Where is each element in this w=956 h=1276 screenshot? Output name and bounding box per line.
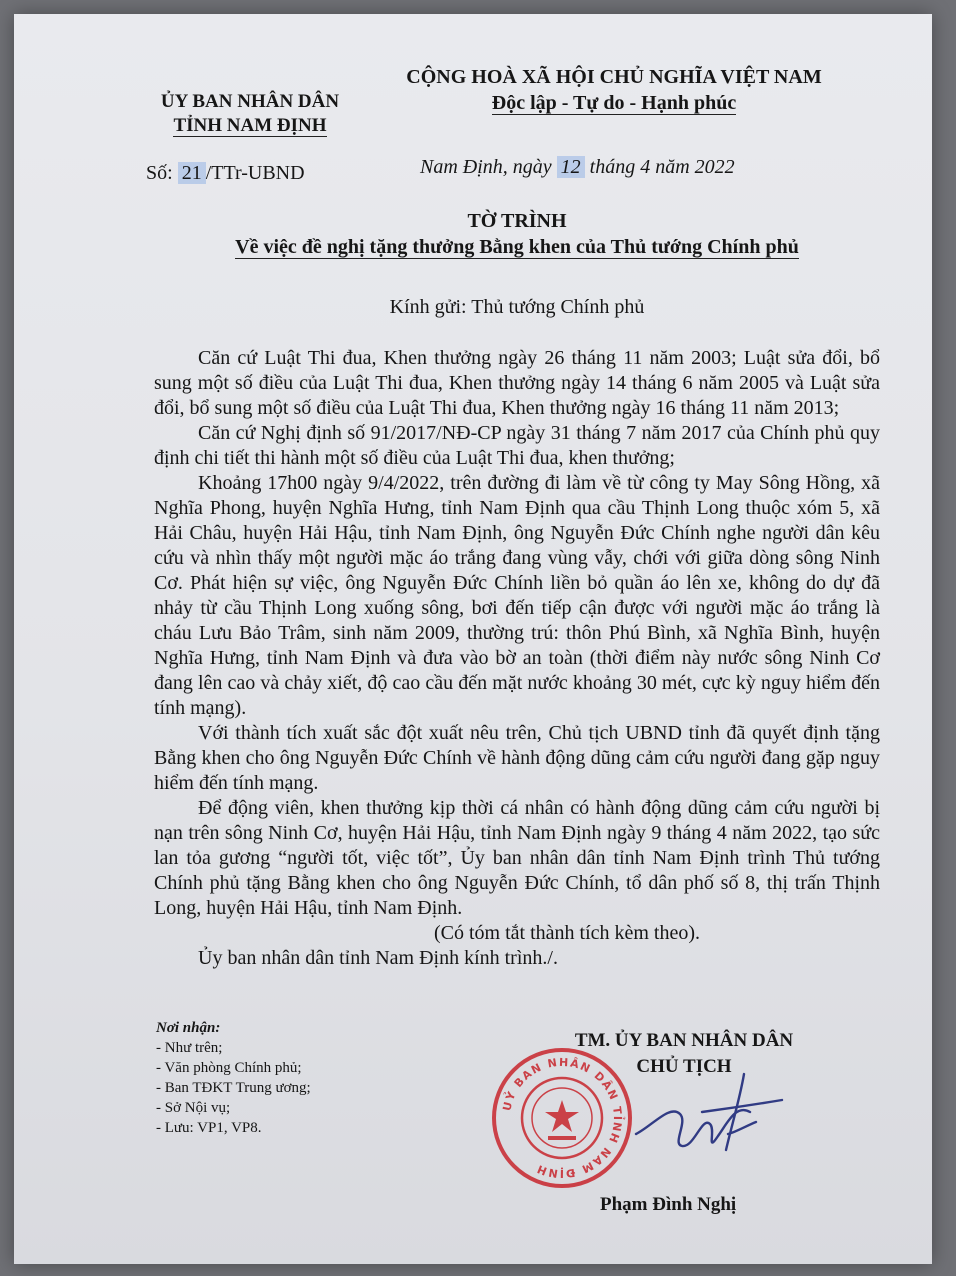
closing-line: Ủy ban nhân dân tỉnh Nam Định kính trình./. [198,947,558,969]
number-value: 21 [178,162,206,184]
attachment-note: (Có tóm tắt thành tích kèm theo). [433,922,701,944]
paragraph-incident: Khoảng 17h00 ngày 9/4/2022, trên đường đi làm về từ công ty May Sông Hồng, xã Nghĩa Phong, huyện Nghĩa Hưng, tỉnh Nam Định qua cầu Thịnh Long thuộc xóm 5, xã Hải Châu, huyện Hải Hậu, tỉnh Nam Định, ông Nguyễn Đức Chính nghe người dân kêu cứu và nhìn thấy một người mặc áo trắng đang vùng vẫy, chới với giữa dòng sông Ninh Cơ. Phát hiện sự việc, ông Nguyễn Đức Chính liền bỏ quần áo lên xe, không do dự đã nhảy từ cầu Thịnh Long xuống sông, bơi đến tiếp cận được với người mặc áo trắng là cháu Lưu Bảo Trâm, sinh năm 2009, thường trú: thôn Phú Bình, xã Nghĩa Bình, huyện Nghĩa Hưng, tỉnh Nam Định và đưa vào bờ an toàn (thời điểm này nước sông Ninh Cơ đang lên cao và chảy xiết, độ cao cầu đến mặt nước khoảng 30 mét, cực kỳ nguy hiểm đến tính mạng). [154,472,880,719]
recipients-heading: Nơi nhận: [156,1020,221,1036]
signature-org: TM. ỦY BAN NHÂN DÂN [574,1030,794,1051]
recipient-item: - Văn phòng Chính phủ; [156,1060,302,1076]
agency-line2: TỈNH NAM ĐỊNH [173,115,327,136]
paragraph-proposal: Để động viên, khen thưởng kịp thời cá nhân có hành động dũng cảm cứu người bị nạn trên sông Ninh Cơ, huyện Hải Hậu, tỉnh Nam Định ngày 9 tháng 4 năm 2022, tạo sức lan tỏa gương “người tốt, việc tốt”, Ủy ban nhân dân tỉnh Nam Định trình Thủ tướng Chính phủ tặng Bằng khen cho ông Nguyễn Đức Chính, tổ dân phố số 8, thị trấn Thịnh Long, huyện Hải Hậu, tỉnh Nam Định. [154,797,880,919]
document-title: TỜ TRÌNH [467,210,567,232]
signer-name: Phạm Đình Nghị [600,1194,737,1215]
svg-text:UỶ BAN NHÂN DÂN TỈNH NAM ĐỊNH: UỶ BAN NHÂN DÂN TỈNH NAM ĐỊNH [500,1055,625,1181]
paragraph-legal-basis-2: Căn cứ Nghị định số 91/2017/NĐ-CP ngày 31 tháng 7 năm 2017 của Chính phủ quy định chi tiết thi hành một số điều của Luật Thi đua, khen thưởng; [154,422,880,469]
nation-block [384,64,844,116]
official-seal [488,1044,636,1192]
paragraph-legal-basis-1: Căn cứ Luật Thi đua, Khen thưởng ngày 26 tháng 11 năm 2003; Luật sửa đổi, bổ sung một số điều của Luật Thi đua, Khen thưởng ngày 14 tháng 6 năm 2005 và Luật sửa đổi, bổ sung một số điều của Luật Thi đua, Khen thưởng ngày 16 tháng 11 năm 2013; [154,347,880,419]
nation-line2: Độc lập - Tự do - Hạnh phúc [491,92,737,114]
nation-line1: CỘNG HOÀ XÃ HỘI CHỦ NGHĨA VIỆT NAM [406,66,822,88]
recipients-block [156,1018,311,1138]
agency-line1: ỦY BAN NHÂN DÂN [160,91,340,112]
recipient-item: - Như trên; [156,1040,223,1056]
handwritten-signature [632,1064,792,1174]
document-body [154,346,880,971]
document-date: Nam Định, ngày 12 tháng 4 năm 2022 [420,156,735,178]
document-subject: Về việc đề nghị tặng thưởng Bằng khen của Thủ tướng Chính phủ [235,236,799,258]
recipient-item: - Sở Nội vụ; [156,1100,231,1116]
paragraph-provincial-award: Với thành tích xuất sắc đột xuất nêu trên, Chủ tịch UBND tỉnh đã quyết định tặng Bằng khen cho ông Nguyễn Đức Chính về hành động dũng cảm cứu người đang gặp nguy hiểm đến tính mạng. [154,722,880,794]
signature-position: CHỦ TỊCH [636,1056,732,1077]
agency-block [140,90,360,138]
document-page [14,14,932,1264]
seal-emblem-icon [532,1088,592,1148]
date-day: 12 [557,156,585,178]
recipient-item: - Ban TĐKT Trung ương; [156,1080,311,1096]
document-number: Số: 21 /TTr-UBND [146,162,305,184]
recipient-item: - Lưu: VP1, VP8. [156,1120,262,1136]
addressee: Kính gửi: Thủ tướng Chính phủ [389,296,645,318]
